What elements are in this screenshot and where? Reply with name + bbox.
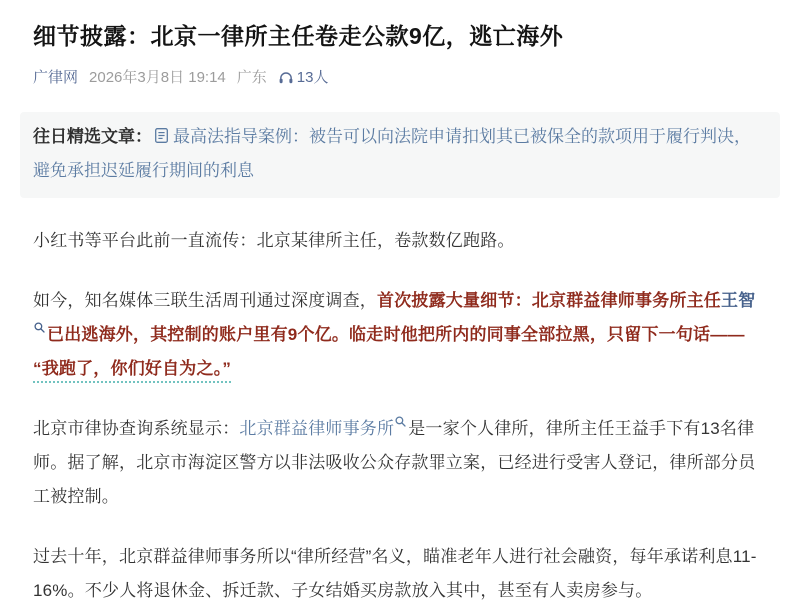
featured-article-link[interactable]: 最高法指导案例：被告可以向法院申请扣划其已被保全的款项用于履行判决，避免承担迟延履行期间的利息	[33, 127, 751, 181]
listen-count-button[interactable]	[278, 66, 329, 87]
person-name-link[interactable]: 王智	[721, 291, 756, 311]
paragraph-lawfirm-info	[33, 412, 767, 514]
publish-date: 2026年3月8日 19:14	[89, 69, 226, 87]
paragraph-details	[33, 284, 767, 386]
featured-articles-box	[20, 112, 780, 198]
lawfirm-link[interactable]: 北京群益律师事务所	[239, 419, 395, 439]
paragraph-rumor: 小红书等平台此前一直流传：北京某律所主任，卷款数亿跑路。	[33, 231, 515, 251]
details-highlight-2: 已出逃海外，其控制的账户里有9个亿。临走时他把所内的同事全部拉黑，只留下一句话——	[47, 325, 745, 345]
listen-count-label: 13人	[296, 69, 329, 87]
document-icon	[154, 123, 169, 155]
lawfirm-info-rest: 是一家个人律所，律所主任王益手下有13名律师。据了解，北京市海淀区警方以非法吸收公众存款罪立案，已经进行受害人登记，律所部分员工被控制。	[33, 419, 756, 507]
lawfirm-info-intro: 北京市律协查询系统显示：	[33, 419, 240, 439]
paragraph-details-intro: 如今，知名媒体三联生活周刊通过深度调查，	[33, 291, 377, 311]
search-icon[interactable]	[34, 322, 45, 333]
article-meta	[33, 66, 767, 87]
details-highlight-1: 首次披露大量细节：北京群益律师事务所主任	[377, 291, 721, 311]
source-account-link[interactable]: 广律网	[33, 69, 79, 87]
search-icon[interactable]	[395, 416, 406, 427]
publish-location: 广东	[236, 69, 267, 87]
page-title: 细节披露：北京一律所主任卷走公款9亿，逃亡海外	[33, 23, 564, 49]
farewell-quote: “我跑了，你们好自为之。”	[33, 359, 231, 383]
paragraph-history: 过去十年，北京群益律师事务所以“律所经营”名义，瞄准老年人进行社会融资，每年承诺利息11-16%。不少人将退休金、拆迁款、子女结婚买房款放入其中，甚至有人卖房参与。	[33, 547, 757, 601]
headset-icon	[278, 69, 294, 85]
featured-articles-label: 往日精选文章：	[33, 127, 152, 147]
